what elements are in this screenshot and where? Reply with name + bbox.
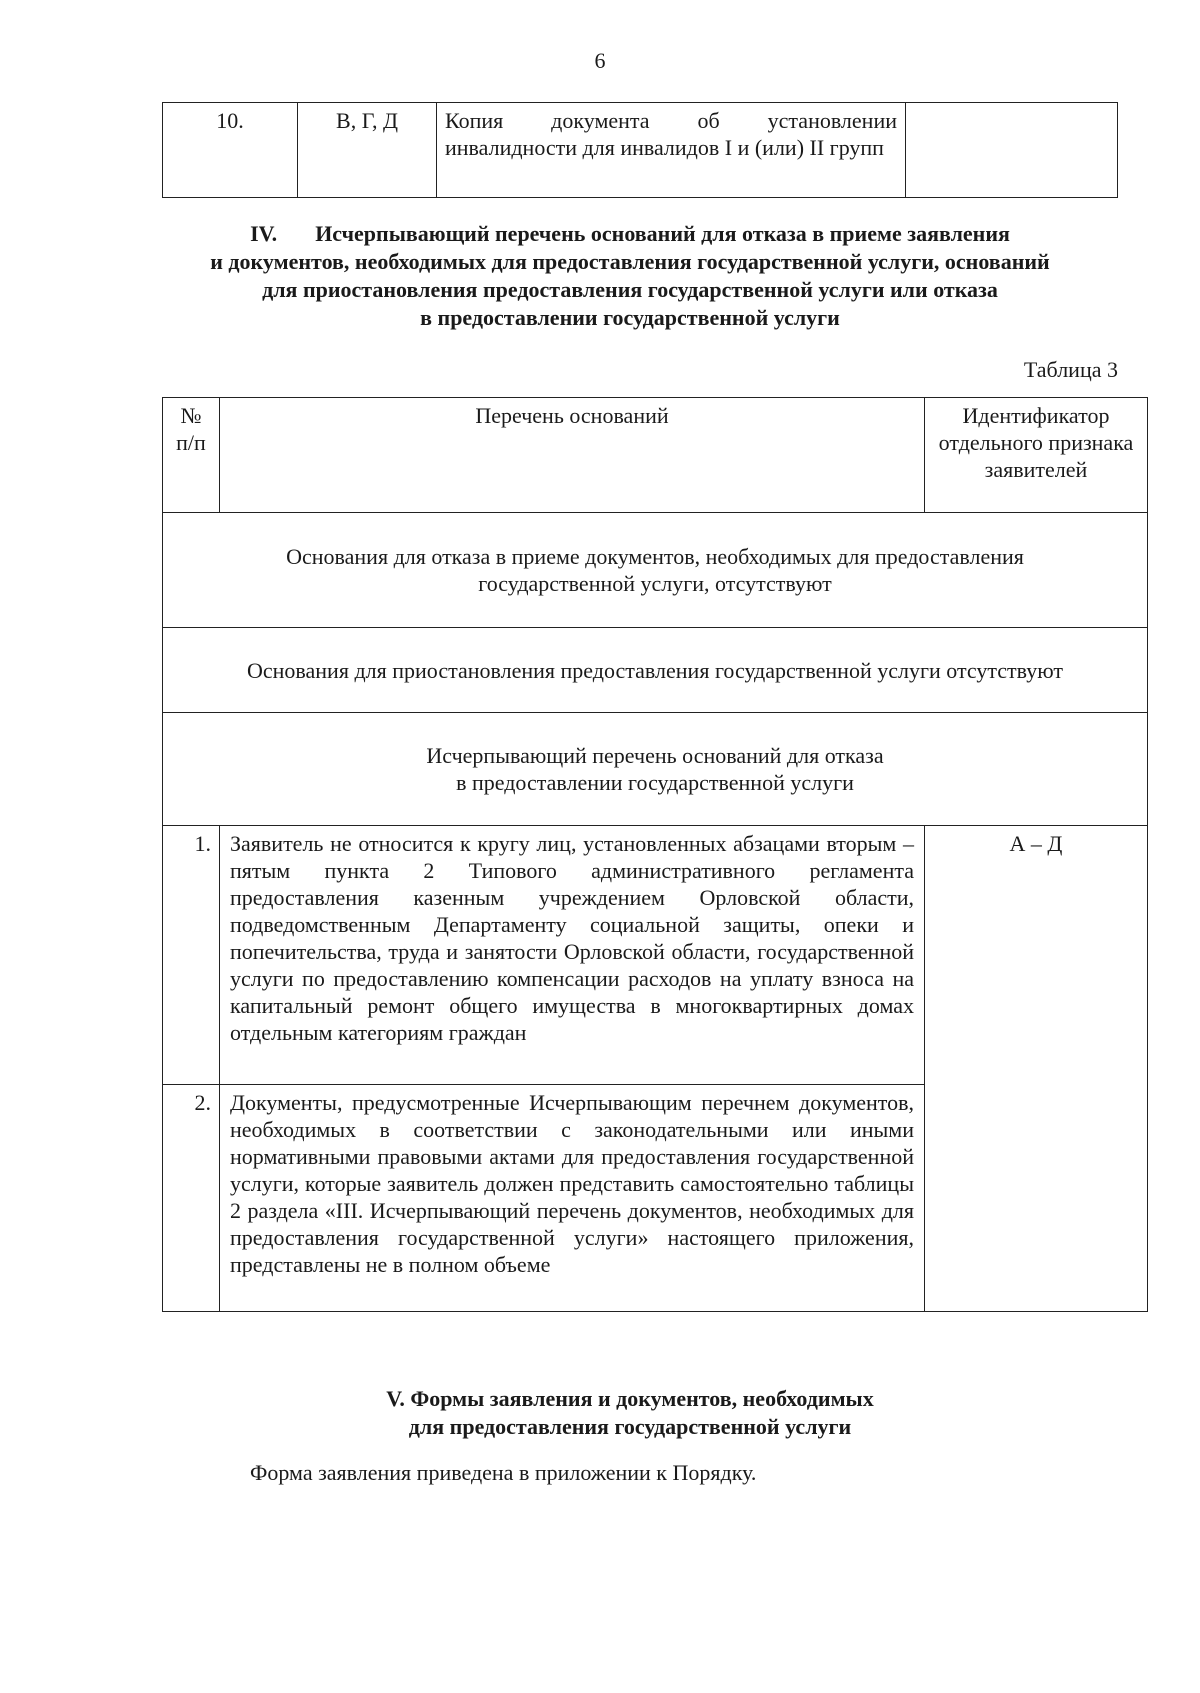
table-row (163, 826, 1148, 1085)
table-caption: Таблица 3 (1023, 357, 1118, 382)
reason-text: Документы, предусмотренные Исчерпывающим перечнем документов, необходимых в соответствии с законодательными или иными нормативными правовыми актами для предоставления государственной услуги, которые заявитель должен представить самостоятельно таблицы 2 раздела «III. Исчерпывающий перечень документов, необходимых для предоставления государственной услуги» настоящего приложения, представлены не в полном объеме (220, 1085, 925, 1312)
section-number: IV. (250, 221, 278, 246)
refusal-subheading: Исчерпывающий перечень оснований для отказа в предоставлении государственной услуги (163, 713, 1148, 826)
form-note: Форма заявления приведена в приложении к Порядку. (250, 1460, 757, 1485)
grounds-table (162, 397, 1148, 1312)
row-number: 1. (163, 826, 220, 1085)
section-v-line-2: для предоставления государственной услуги (408, 1414, 852, 1439)
document-name: Копия документа об установлении инвалидности для инвалидов I и (или) II групп (437, 103, 906, 198)
section-iv-line-3: для приостановления предоставления государственной услуги или отказа (262, 277, 998, 302)
table-header-row (163, 398, 1148, 513)
applicant-identifiers: В, Г, Д (298, 103, 437, 198)
empty-cell (906, 103, 1118, 198)
suspension-note: Основания для приостановления предоставления государственной услуги отсутствуют (163, 628, 1148, 713)
table-row (163, 713, 1148, 826)
section-iv-heading (140, 220, 1120, 332)
top-table (162, 102, 1118, 198)
row-number: 2. (163, 1085, 220, 1312)
section-v-heading (140, 1385, 1120, 1441)
header-identifier: Идентификатор отдельного признака заявителей (925, 398, 1148, 513)
table-row (163, 103, 1118, 198)
reason-text: Заявитель не относится к кругу лиц, установленных абзацами вторым – пятым пункта 2 Типового административного регламента предоставления казенным учреждением Орловской области, подведомственным Департаменту социальной защиты, опеки и попечительства, труда и занятости Орловской области, государственной услуги по предоставлению компенсации расходов на уплату взноса на капитальный ремонт общего имущества в многоквартирных домах отдельным категориям граждан (220, 826, 925, 1085)
row-number: 10. (163, 103, 298, 198)
identifier-cell: А – Д (925, 826, 1148, 1312)
header-number: № п/п (163, 398, 220, 513)
section-iv-line-1: IV. Исчерпывающий перечень оснований для отказа в приеме заявления (250, 221, 1010, 246)
header-reasons: Перечень оснований (220, 398, 925, 513)
section-v-line-1: V. Формы заявления и документов, необходимых (386, 1386, 874, 1411)
section-iv-line-4: в предоставлении государственной услуги (420, 305, 840, 330)
page-number: 6 (594, 48, 606, 73)
section-iv-line-2: и документов, необходимых для предоставления государственной услуги, оснований (210, 249, 1050, 274)
reception-refusal-note: Основания для отказа в приеме документов, необходимых для предоставления государственной услуги, отсутствуют (163, 513, 1148, 628)
table-row (163, 513, 1148, 628)
table-row (163, 628, 1148, 713)
